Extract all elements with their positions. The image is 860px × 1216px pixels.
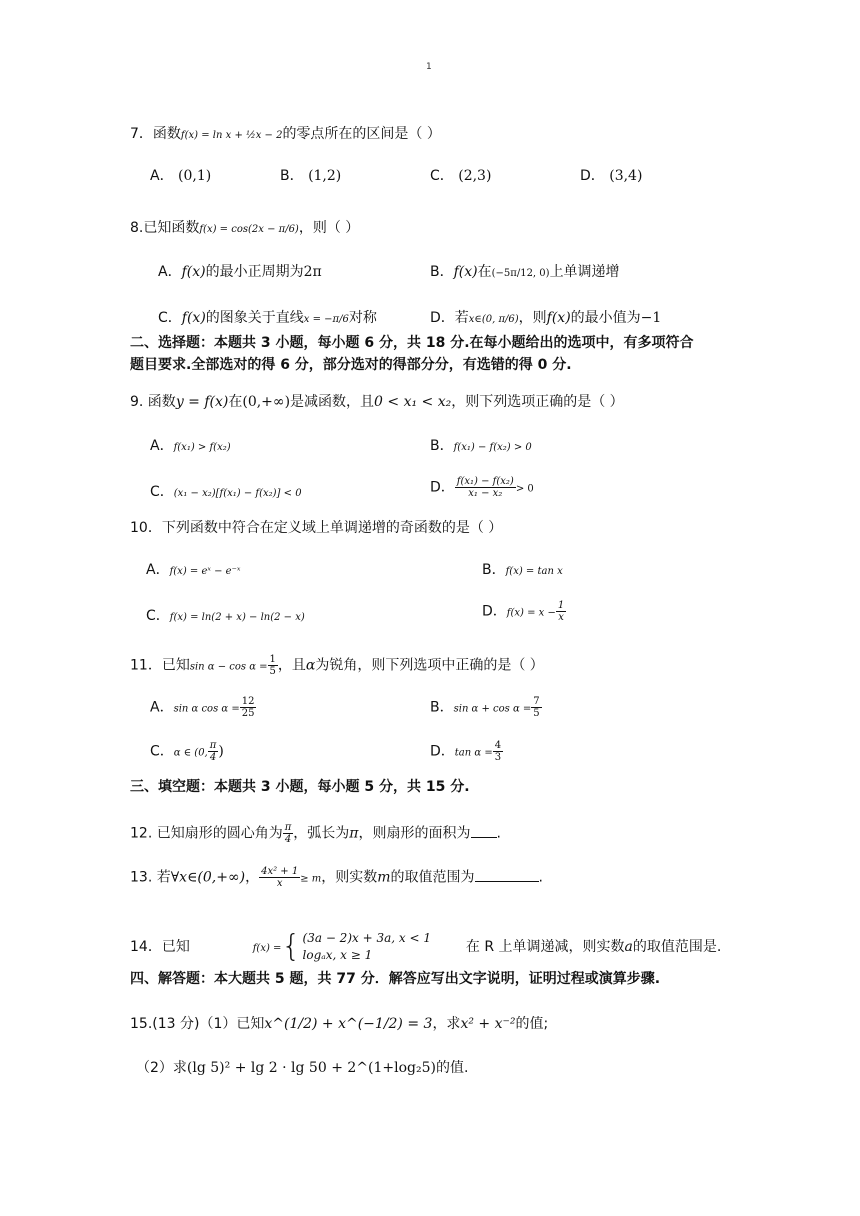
q15-part2-formula: (lg 5)² + lg 2 · lg 50 + 2^(1+log₂5) [186,1060,436,1076]
q7-option-c [430,166,491,186]
q8-option-d-value: −1 [640,310,662,326]
q13-inequality-fraction [259,866,300,889]
q10-option-d [482,600,566,624]
q11-option-b-numerator: 7 [533,696,540,707]
q9-condition: 0 < x₁ < x₂ [374,394,452,410]
q13-text3: 的取值范围为 [390,869,475,886]
q9-text1: 在 [228,394,243,410]
q12-text2: ，弧长为 [293,825,350,842]
q7-option-a-letter: A． [150,168,174,184]
q8-option-a-math: f(x) [181,264,206,280]
q15-part1-target: x² + x⁻² [460,1016,516,1032]
q14-brace: { [281,929,301,964]
q11-option-d-math: tan α = [454,747,493,759]
q8-option-a-letter: A． [158,264,182,280]
q9-option-c [150,482,302,504]
q8-option-c-math: f(x) [181,310,206,326]
question-7-stem [130,124,441,146]
q9-text2: 是减函数，且 [290,394,375,410]
q11-option-b-denominator: 5 [533,708,540,719]
page-number: 1 [426,62,432,72]
question-11-stem [130,654,544,678]
q12-text1: 12. 已知扇形的圆心角为 [130,825,283,842]
q14-a: a [624,939,633,955]
q10-option-a-letter: A． [146,562,170,578]
q9-option-d-tail: > 0 [515,483,534,495]
q9-option-b [430,436,532,458]
q11-option-d-denominator: 3 [494,752,502,763]
q10-option-b [482,560,563,582]
question-10-stem: 10．下列函数中符合在定义域上单调递增的奇函数的是（ ） [130,520,503,536]
q10-option-c-letter: C． [146,608,170,624]
q8-option-a-value: 2π [303,264,322,280]
q11-option-a-letter: A． [150,699,174,716]
q7-option-b-letter: B． [280,168,304,184]
q11-formula-numerator: 1 [269,654,276,665]
q9-text3: ，则下列选项正确的是（ ） [451,394,624,410]
q7-option-a [150,166,211,186]
q8-option-c-letter: C． [158,310,182,326]
q13-condition: ∀x∈(0,+∞) [170,869,246,886]
q11-formula-fraction [268,654,278,677]
q11-option-c-close: ) [218,743,224,760]
section-4-heading: 四、解答题：本大题共 5 题，共 77 分．解答应写出文字说明，证明过程或演算步骤. [130,971,661,987]
q9-option-d-numerator: f(x₁) − f(x₂) [456,476,514,487]
q13-inequality-numerator: 4x² + 1 [261,866,299,877]
q9-option-d-letter: D． [430,479,455,496]
q14-text2: 在 R 上单调递减，则实数 [465,939,625,955]
q12-arc: π [349,825,359,842]
q7-option-a-math: (0,1) [178,168,212,184]
q9-function: y = f(x) [175,394,229,410]
q11-option-d [430,740,503,764]
q14-text3: 的取值范围是. [632,939,722,955]
q9-option-a-math: f(x₁) > f(x₂) [173,442,231,453]
q8-prefix: 8.已知函数 [130,220,200,236]
q8-option-d [430,308,661,330]
q7-option-d [580,166,642,186]
q8-option-d-text3: 的最小值为 [570,310,641,326]
section-3-heading: 三、填空题：本题共 3 小题，每小题 5 分，共 15 分. [130,779,470,795]
q14-pieces [303,930,431,964]
q11-option-a-denominator: 25 [241,708,255,719]
q7-option-b-math: (1,2) [308,168,342,184]
q9-option-d-denominator: x₁ − x₂ [468,488,503,499]
q10-option-d-math: f(x) = x − [506,607,556,619]
q8-option-d-condition: x∈(0, π/6) [468,314,519,325]
q9-option-a-letter: A． [150,438,174,454]
q9-option-a [150,436,231,458]
q8-option-c-text1: 的图象关于直线 [205,310,304,326]
section-2-heading-line1: 二、选择题：本题共 3 小题，每小题 6 分，共 18 分.在每小题给出的选项中，有多项符合 [130,335,694,351]
q11-text2: 为锐角，则下列选项中正确的是（ ） [315,657,544,674]
question-14 [130,930,721,964]
q11-option-b [430,696,542,720]
q9-option-d-fraction [455,476,516,499]
q7-option-c-math: (2,3) [458,168,492,184]
q8-option-d-text1: 若 [454,310,469,326]
q15-part2-prefix: （2）求 [136,1060,187,1076]
q7-option-d-letter: D． [580,168,605,184]
q9-option-b-letter: B． [430,438,454,454]
q9-interval: (0,+∞) [242,394,291,410]
q15-part1-prefix: 15.(13 分)（1）已知 [130,1016,265,1032]
q8-option-c-text2: 对称 [348,310,377,326]
q11-option-d-fraction [493,740,503,763]
q15-part1-mid: ，求 [432,1016,461,1032]
question-15-part-2 [136,1058,468,1078]
section-2-heading-line2: 题目要求.全部选对的得 6 分，部分选对的得部分分，有选错的得 0 分. [130,357,572,373]
q9-prefix: 9. 函数 [130,394,176,410]
q14-text1: 14．已知 [130,939,190,955]
q8-suffix: ，则（ ） [298,220,360,236]
q10-option-a-math: f(x) = eˣ − e⁻ˣ [169,566,241,577]
q11-option-c-numerator: π [209,740,217,751]
q13-m: m [377,869,391,886]
q7-formula: f(x) = ln x + ½x − 2 [180,130,283,141]
q11-option-c-math: α ∈ (0, [173,747,208,759]
q9-option-b-math: f(x₁) − f(x₂) > 0 [453,442,532,453]
question-13: 13. 若∀x∈(0,+∞)， $\frac{\text{4x² + 1}}{x}$ ≥ m，则实数m的取值范围为 . [130,866,543,889]
q11-formula: sin α − cos α = [189,661,268,673]
q15-part1-formula: x^(1/2) + x^(−1/2) = 3 [264,1016,433,1032]
q13-inequality-tail: ≥ m [300,873,322,885]
q8-option-b-text1: 在 [477,264,492,280]
q11-option-a-fraction [240,696,257,719]
q13-text2: ，则实数 [321,869,378,886]
q11-option-d-numerator: 4 [494,740,502,751]
q8-option-d-text2: ，则 [518,310,547,326]
q7-option-b [280,166,341,186]
q11-text1: ，且 [277,657,306,674]
q8-option-b-math: f(x) [453,264,478,280]
q11-alpha: α [305,657,316,674]
q8-option-d-math: f(x) [546,310,571,326]
question-8-stem [130,218,359,240]
q11-option-b-letter: B． [430,699,454,716]
q11-option-b-math: sin α + cos α = [453,703,532,715]
q9-option-d [430,476,534,500]
q8-option-d-letter: D． [430,310,455,326]
q9-option-c-math: (x₁ − x₂)[f(x₁) − f(x₂)] < 0 [173,488,302,499]
q12-answer-blank[interactable] [471,837,497,838]
question-15-part-1 [130,1014,548,1034]
q10-option-d-fraction [556,600,566,623]
q11-formula-denominator: 5 [269,666,276,677]
q11-option-d-letter: D． [430,743,455,760]
q10-option-d-numerator: 1 [557,600,565,611]
q10-option-a [146,560,240,582]
q10-option-b-math: f(x) = tan x [505,566,563,577]
q14-function: f(x) = [252,943,282,954]
q11-option-c-letter: C． [150,743,174,760]
q10-option-d-letter: D． [482,603,507,620]
q8-option-a-text: 的最小正周期为 [205,264,304,280]
q7-suffix: 的零点所在的区间是（ ） [282,126,441,142]
q14-piece-1: (3a − 2)x + 3a, x < 1 [302,931,431,945]
question-12: 12. 已知扇形的圆心角为 $\frac{\pi}{4}$ ，弧长为π，则扇形的面积为 . [130,822,501,845]
q13-text1: 13. 若 [130,869,171,886]
q7-option-c-letter: C． [430,168,454,184]
q11-option-c [150,740,224,764]
q14-piece-2: logₐx, x ≥ 1 [302,948,373,962]
q11-option-c-fraction [208,740,219,763]
q11-option-a-math: sin α cos α = [173,703,240,715]
q10-option-c-math: f(x) = ln(2 + x) − ln(2 − x) [169,612,305,623]
q10-option-b-letter: B． [482,562,506,578]
q11-option-c-denominator: 4 [209,752,217,763]
q8-option-c [158,308,377,330]
q12-angle-denominator: 4 [284,834,292,845]
q12-angle-numerator: π [284,822,292,833]
q8-option-b [430,262,620,284]
q12-text3: ，则扇形的面积为 [358,825,471,842]
q11-option-b-fraction [531,696,541,719]
q8-option-b-interval: (−5π/12, 0) [491,268,550,279]
q13-inequality-denominator: x [276,878,283,889]
q9-option-c-letter: C． [150,484,174,500]
question-9-stem [130,392,624,412]
q11-option-a [150,696,256,720]
q11-option-a-numerator: 12 [241,696,255,707]
q8-formula: f(x) = cos(2x − π/6) [199,224,299,235]
q13-separator: ， [245,869,260,886]
q7-option-d-math: (3,4) [609,168,643,184]
q11-prefix: 11．已知 [130,657,190,674]
q8-option-b-letter: B． [430,264,454,280]
q12-angle-fraction [283,822,294,845]
q8-option-a [158,262,322,282]
q8-option-c-line: x = −π/6 [303,314,349,325]
q8-option-b-text2: 上单调递增 [549,264,620,280]
q15-part1-suffix: 的值; [515,1016,549,1032]
q10-option-c [146,606,305,628]
q13-answer-blank[interactable] [475,881,539,882]
q15-part2-suffix: 的值. [435,1060,469,1076]
q10-option-d-denominator: x [558,612,564,623]
q7-prefix: 7．函数 [130,126,181,142]
